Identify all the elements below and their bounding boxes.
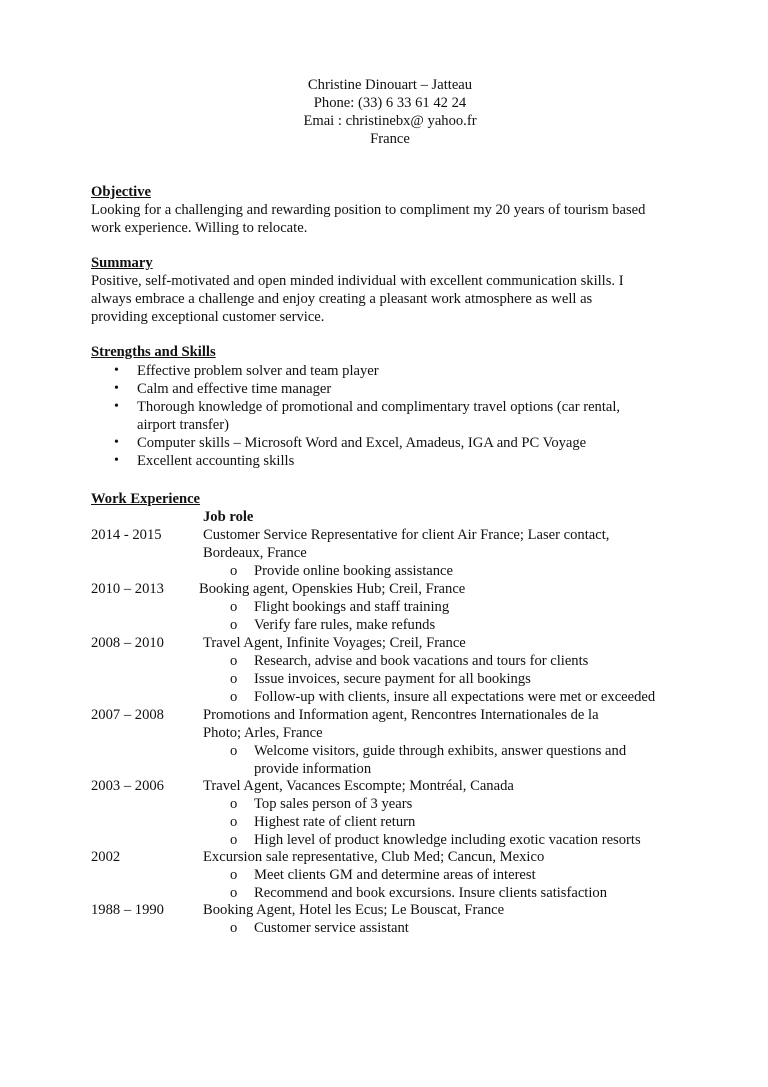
job-title [199, 580, 659, 598]
job-title [203, 901, 663, 919]
summary-heading: Summary [91, 255, 153, 271]
skill-item [114, 434, 697, 452]
job-task: o Flight bookings and staff training [230, 598, 690, 616]
job-title [203, 706, 663, 742]
job-task: o Verify fare rules, make refunds [230, 616, 690, 634]
job-tasks [230, 795, 690, 849]
skill-item [114, 452, 697, 470]
job-dates: 2008 – 2010 [91, 635, 164, 651]
job-title-line: Travel Agent, Vacances Escompte; Montréal, Canada [203, 778, 514, 794]
contact-header [200, 76, 580, 148]
job-task: o Highest rate of client return [230, 813, 690, 831]
job-title [203, 634, 663, 652]
job-title-line: Travel Agent, Infinite Voyages; Creil, France [203, 635, 466, 651]
job-title-line: Promotions and Information agent, Rencontres Internationales de la [203, 707, 599, 723]
skill-text: Effective problem solver and team player [137, 363, 379, 379]
job-task: o Provide online booking assistance [230, 562, 690, 580]
job-task: o High level of product knowledge including exotic vacation resorts [230, 831, 690, 849]
job-task-text: Welcome visitors, guide through exhibits, answer questions and [254, 743, 627, 759]
work-experience-heading: Work Experience [91, 491, 201, 507]
job-tasks [230, 866, 690, 902]
job-task: o Top sales person of 3 years [230, 795, 690, 813]
job-role-label: Job role [203, 509, 254, 525]
job-dates: 2003 – 2006 [91, 778, 164, 794]
skills-list [114, 362, 697, 470]
job-title-line: Booking agent, Openskies Hub; Creil, France [199, 581, 466, 597]
skill-text: Calm and effective time manager [137, 381, 332, 397]
job-title-line: Excursion sale representative, Club Med; Cancun, Mexico [203, 849, 545, 865]
job-tasks [230, 562, 690, 580]
job-task: o Meet clients GM and determine areas of interest [230, 866, 690, 884]
skill-item [114, 398, 697, 434]
job-title-line: Photo; Arles, France [203, 725, 323, 741]
job-task: o Research, advise and book vacations and tours for clients [230, 652, 690, 670]
skill-text: Computer skills – Microsoft Word and Excel, Amadeus, IGA and PC Voyage [137, 435, 587, 451]
job-tasks [230, 598, 690, 634]
job-dates: 2010 – 2013 [91, 581, 164, 597]
summary-text [91, 272, 691, 326]
job-dates: 2007 – 2008 [91, 707, 164, 723]
full-name: Christine Dinouart – Jatteau [307, 77, 473, 93]
objective-text [91, 201, 691, 237]
country: France [370, 131, 410, 147]
job-dates: 1988 – 1990 [91, 902, 164, 918]
summary-line: always embrace a challenge and enjoy creating a pleasant work atmosphere as well as [91, 291, 593, 307]
job-title-line: Customer Service Representative for client Air France; Laser contact, [203, 527, 610, 543]
objective-heading: Objective [91, 184, 151, 200]
skill-text: Thorough knowledge of promotional and complimentary travel options (car rental, [137, 399, 621, 415]
job-task-text-continued: provide information [254, 761, 372, 777]
skill-item [114, 362, 697, 380]
summary-line: Positive, self-motivated and open minded individual with excellent communication skills. I [91, 273, 624, 289]
job-dates: 2014 - 2015 [91, 527, 162, 543]
job-dates: 2002 [91, 849, 121, 865]
job-tasks [230, 919, 690, 937]
job-task: o Customer service assistant [230, 919, 690, 937]
job-task: o Issue invoices, secure payment for all bookings [230, 670, 690, 688]
job-task [230, 742, 690, 778]
phone-number: Phone: (33) 6 33 61 42 24 [313, 95, 467, 111]
job-tasks [230, 742, 690, 778]
job-task: o Recommend and book excursions. Insure clients satisfaction [230, 884, 690, 902]
email-address: Emai : christinebx@ yahoo.fr [303, 113, 477, 129]
job-title-line: Booking Agent, Hotel les Ecus; Le Bouscat, France [203, 902, 505, 918]
summary-line: providing exceptional customer service. [91, 309, 325, 325]
job-title [203, 526, 663, 562]
job-tasks [230, 652, 690, 706]
job-task: o Follow-up with clients, insure all expectations were met or exceeded [230, 688, 690, 706]
job-title-line: Bordeaux, France [203, 545, 307, 561]
skill-text-continued: airport transfer) [137, 417, 229, 433]
skills-heading: Strengths and Skills [91, 344, 216, 360]
objective-line: work experience. Willing to relocate. [91, 220, 308, 236]
skill-text: Excellent accounting skills [137, 453, 295, 469]
skill-item [114, 380, 697, 398]
objective-line: Looking for a challenging and rewarding position to compliment my 20 years of tourism based [91, 202, 646, 218]
job-title [203, 848, 663, 866]
job-title [203, 777, 663, 795]
